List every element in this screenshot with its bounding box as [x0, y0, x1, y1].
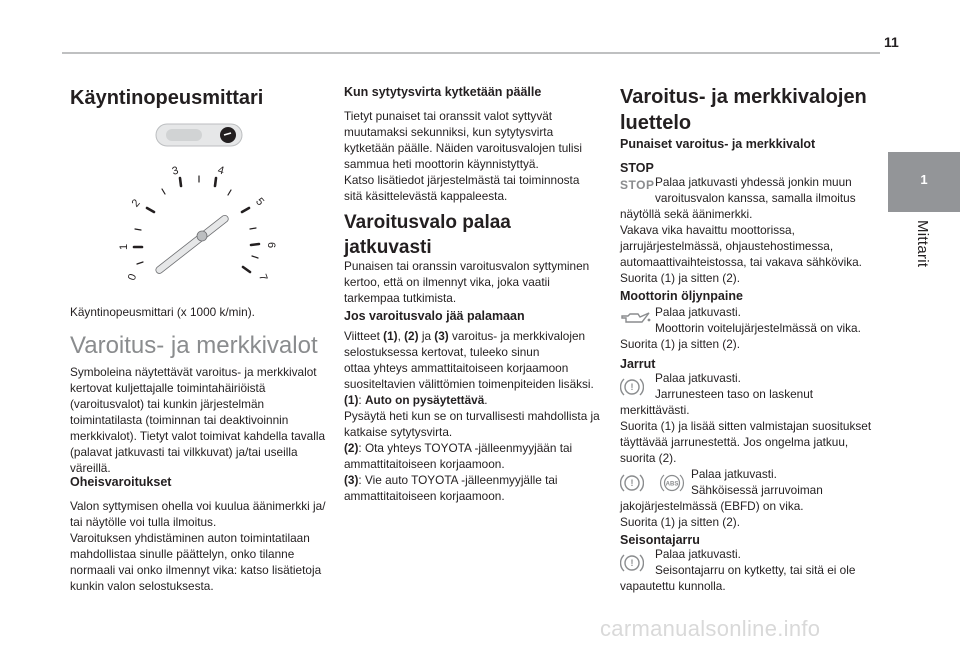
parking-brake-text-short [655, 546, 883, 578]
text-line: täyttävää jarrunestettä. Jos ongelma jatkuu, [620, 435, 849, 449]
text-line: suositeltavien välittömien toimenpiteiden lisäksi. [344, 377, 594, 391]
tachometer-illustration [110, 116, 300, 292]
text-line: automaattivaihteistossa, tai vakava sähkövika. [620, 255, 862, 269]
ignition-text [344, 108, 606, 204]
text-line: väreillä. [70, 461, 111, 475]
sidebar [888, 0, 960, 649]
text-line: vapautettu kunnolla. [620, 579, 726, 593]
tick-major-6 [251, 244, 259, 245]
gauge-num-6: 6 [265, 242, 277, 249]
text-line: Palaa jatkuvasti. [691, 467, 777, 481]
alerts-heading: Oheisvaroitukset [70, 475, 172, 489]
chapter-tab[interactable] [888, 152, 960, 212]
gauge-num-7: 7 [256, 272, 270, 283]
text-line: kertoo, että on ilmennyt vika, joka vaatii [344, 275, 550, 289]
text-line: (varoitusvalot) tai kunkin järjestelmän [70, 397, 265, 411]
svg-text:ABS: ABS [665, 481, 679, 488]
oil-can-icon [620, 308, 652, 326]
stop-text-short [655, 174, 883, 206]
brakes-text [620, 402, 882, 466]
text-line: Suorita (1) ja sitten (2). [620, 337, 740, 351]
text-line: sitä käsittelevästä kappaleesta. [344, 189, 508, 203]
text-line: Vakava vika havaittu moottorissa, [620, 223, 795, 237]
tick-minor-45 [228, 190, 231, 195]
parking-brake-icon [620, 552, 644, 574]
text-line: merkittävästi. [620, 403, 690, 417]
tick-minor-65 [252, 256, 258, 258]
text-line: Katso lisätiedot järjestelmästä tai toiminnosta [344, 173, 580, 187]
text-line: näytöllä sekä äänimerkki. [620, 207, 753, 221]
remains-on-heading: Jos varoitusvalo jää palamaan [344, 309, 525, 323]
text-line: kytketään päälle. Näiden varoitusvalojen tulisi [344, 141, 583, 155]
text-line: (2): Ota yhteys TOYOTA -jälleenmyyjään tai [344, 441, 573, 455]
text-line: tarkempaa tutkimista. [344, 291, 457, 305]
gauge-num-2: 2 [129, 197, 143, 210]
ebfd-text [620, 498, 882, 530]
svg-text:!: ! [630, 558, 634, 568]
tick-minor-15 [135, 229, 141, 230]
page-number: 11 [884, 34, 899, 50]
text-line: Symboleina näytettävät varoitus- ja merkkivalot [70, 365, 317, 379]
oil-pressure-heading: Moottorin öljynpaine [620, 289, 743, 303]
warning-lights-title: Varoitus- ja merkkivalot [70, 332, 318, 359]
text-line: ammattitaitoiseen korjaamoon. [344, 489, 505, 503]
text-line: Moottorin voitelujärjestelmässä on vika. [655, 321, 861, 335]
text-line: jakojärjestelmässä (EBFD) on vika. [620, 499, 804, 513]
text-line: sammua heti moottorin käynnistyttyä. [344, 157, 539, 171]
header-rule [62, 52, 880, 54]
gauge-ticks [134, 176, 259, 272]
warning-lights-intro [70, 364, 328, 476]
text-line: merkkivalot). Tietyt valot toimivat kahdella tavalla [70, 429, 326, 443]
gauge-num-4: 4 [216, 164, 226, 178]
text-line: (palavat jatkuvasti tai vilkkuvat) ja/tai useilla [70, 445, 298, 459]
text-line: Suorita (1) ja sitten (2). [620, 271, 740, 285]
text-line: selostuksessa kertovat, tuleeko sinun [344, 345, 540, 359]
text-line: Palaa jatkuvasti. [655, 547, 741, 561]
gauge-knob [220, 127, 236, 143]
steady-light-title [344, 210, 511, 260]
text-line: normaali vai onko ilmennyt vika: katso lisätietoja [70, 563, 322, 577]
title-line: Varoitus- ja merkkivalojen [620, 86, 867, 108]
text-line: Palaa jatkuvasti. [655, 371, 741, 385]
text-line: mahdollistaa sinulle päättelyn, onko tilanne [70, 547, 295, 561]
tick-major-7 [243, 267, 250, 272]
brake-warning-icon [620, 376, 644, 398]
light-list-title [620, 84, 882, 136]
text-line: (3): Vie auto TOYOTA -jälleenmyyjälle tai [344, 473, 558, 487]
text-line: Jarrunesteen taso on laskenut [655, 387, 814, 401]
brakes-heading: Jarrut [620, 357, 656, 371]
text-line: suorita (2). [620, 451, 677, 465]
text-line: Varoituksen yhdistäminen auton toimintatilaan [70, 531, 310, 545]
watermark: carmanualsonline.info [600, 616, 821, 641]
text-line: tai näytölle voi tulla ilmoitus. [70, 515, 217, 529]
text-line: Seisontajarru on kytketty, tai sitä ei ole [655, 563, 856, 577]
abs-icon [659, 472, 685, 494]
text-line: varoitusvalon kanssa, samalla ilmoitus [655, 191, 856, 205]
parking-brake-heading: Seisontajarru [620, 533, 700, 547]
text-line: katkaise sytytysvirta. [344, 425, 453, 439]
title-line: luettelo [620, 112, 692, 134]
text-line: (1): Auto on pysäytettävä. [344, 393, 488, 407]
stop-heading: STOP [620, 161, 654, 175]
text-line: Pysäytä heti kun se on turvallisesti mahdollista ja [344, 409, 600, 423]
svg-text:!: ! [630, 382, 634, 392]
text-line: kunkin valon selostuksesta. [70, 579, 214, 593]
text-line: Suorita (1) ja sitten (2). [620, 515, 740, 529]
gauge-num-5: 5 [253, 195, 267, 209]
tick-minor-25 [162, 189, 165, 194]
text-line: Palaa jatkuvasti. [655, 305, 741, 319]
gauge-num-0: 0 [125, 272, 140, 283]
gauge-display-inner [166, 129, 202, 141]
text-line: Punaisen tai oranssin varoitusvalon syttyminen [344, 259, 590, 273]
tachometer-caption: Käyntinopeusmittari (x 1000 k/min). [70, 305, 255, 319]
ignition-heading: Kun sytytysvirta kytketään päälle [344, 85, 542, 99]
tick-major-5 [242, 208, 249, 212]
tick-minor-55 [250, 228, 256, 229]
text-line: kertovat kuljettajalle toimintahäiriöistä [70, 381, 266, 395]
text-line: Tietyt punaiset tai oranssit valot syttyvät [344, 109, 553, 123]
alerts-text [70, 498, 328, 594]
steady-light-text [344, 258, 606, 306]
tick-minor-05 [137, 262, 143, 264]
oil-pressure-text [620, 336, 882, 352]
text-line: toimintatilasta (toiminnan tai deaktivoinnin [70, 413, 289, 427]
text-line: Viitteet (1), (2) ja (3) varoitus- ja merkkivalojen [344, 329, 586, 343]
text-line: jarrujärjestelmässä, ohjaustehostimessa, [620, 239, 834, 253]
oil-pressure-text-short [655, 304, 883, 336]
tick-major-3 [180, 178, 181, 186]
gauge-num-3: 3 [170, 164, 180, 178]
text-line: Palaa jatkuvasti yhdessä jonkin muun [655, 175, 852, 189]
text-line: muutamaksi sekunniksi, kun sytytysvirta [344, 125, 554, 139]
references-text [344, 328, 606, 504]
text-line: ottaa yhteys ammattitaitoiseen korjaamoon [344, 361, 569, 375]
svg-text:!: ! [630, 478, 634, 488]
text-line: ammattitaitoiseen korjaamoon. [344, 457, 505, 471]
stop-text [620, 206, 882, 286]
chapter-label: Mittarit [914, 220, 931, 268]
brakes-text-short [655, 370, 883, 402]
tick-major-2 [147, 208, 154, 212]
text-line: Suorita (1) ja lisää sitten valmistajan suositukset [620, 419, 872, 433]
text-line: Valon syttymisen ohella voi kuulua äänimerkki ja/ [70, 499, 326, 513]
text-line: Sähköisessä jarruvoiman [691, 483, 823, 497]
stop-icon: STOP [620, 178, 655, 192]
title-line: Varoitusvalo palaa [344, 212, 511, 233]
ebfd-text-short [691, 466, 883, 498]
parking-brake-text [620, 578, 882, 594]
red-lights-heading: Punaiset varoitus- ja merkkivalot [620, 137, 816, 151]
tachometer-title: Käyntinopeusmittari [70, 87, 264, 109]
title-line: jatkuvasti [344, 237, 432, 258]
gauge-num-1: 1 [118, 243, 130, 250]
chapter-tab-label: 1 [920, 172, 928, 187]
brake-warning-icon-2 [620, 472, 644, 494]
tick-major-4 [215, 178, 216, 186]
gauge-needle [153, 212, 230, 275]
